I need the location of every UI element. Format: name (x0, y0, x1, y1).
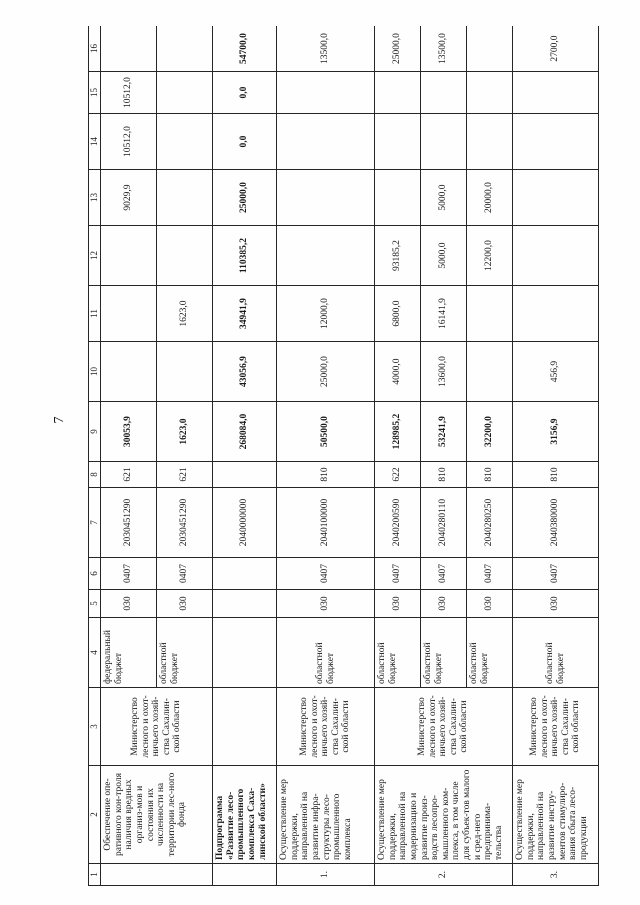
table-cell: 25000,0 (375, 26, 421, 72)
table-cell: 5000,0 (421, 226, 467, 286)
table-cell: 0407 (157, 558, 213, 590)
table-cell: 030 (277, 590, 375, 618)
column-number-row (89, 26, 101, 886)
budget-table-container (88, 26, 638, 886)
column-number: 9 (89, 402, 101, 462)
table-cell: 0,0 (213, 72, 277, 114)
table-cell (157, 26, 213, 72)
table-cell (467, 114, 513, 170)
table-cell: 34941,9 (213, 286, 277, 342)
table-cell: 1623,0 (157, 286, 213, 342)
page-number: 7 (52, 416, 67, 424)
table-cell: 2700,0 (513, 26, 599, 72)
rotated-table (88, 26, 638, 886)
funding-source: областной бюджет (277, 618, 375, 688)
activity-name: Осуществление мер поддержки, направленной на развитие инстру-ментов стимулиро-вания сбыта лесо-продукции (513, 766, 599, 864)
column-number: 2 (89, 766, 101, 864)
table-cell: 1623,0 (157, 402, 213, 462)
table-cell: 6800,0 (375, 286, 421, 342)
funding-source: областной бюджет (513, 618, 599, 688)
table-cell: 456,9 (513, 342, 599, 402)
table-cell: 9029,9 (101, 170, 157, 226)
column-number: 14 (89, 114, 101, 170)
table-cell (277, 114, 375, 170)
table-cell: 2030451290 (101, 488, 157, 558)
column-number: 13 (89, 170, 101, 226)
table-cell (375, 170, 421, 226)
table-cell (101, 26, 157, 72)
column-number: 11 (89, 286, 101, 342)
table-cell (421, 72, 467, 114)
row-number (213, 864, 277, 886)
executor-name: Министерство лесного и охот-ничьего хозяй-ства Сахалин-ской области (513, 688, 599, 766)
table-cell (513, 114, 599, 170)
table-cell: 268084,0 (213, 402, 277, 462)
table-cell (101, 342, 157, 402)
table-cell (513, 170, 599, 226)
executor-name (213, 688, 277, 766)
table-cell (467, 72, 513, 114)
column-number: 8 (89, 462, 101, 488)
row-number (101, 864, 213, 886)
table-cell: 2040200590 (375, 488, 421, 558)
table-cell: 030 (101, 590, 157, 618)
table-cell: 50500,0 (277, 402, 375, 462)
table-cell: 621 (101, 462, 157, 488)
column-number: 7 (89, 488, 101, 558)
column-number: 4 (89, 618, 101, 688)
table-cell: 12000,0 (277, 286, 375, 342)
funding-source: областной бюджет (157, 618, 213, 688)
table-cell: 30053,9 (101, 402, 157, 462)
table-cell (213, 462, 277, 488)
table-cell: 16141,9 (421, 286, 467, 342)
table-cell (101, 226, 157, 286)
table-cell: 4000,0 (375, 342, 421, 402)
column-number: 6 (89, 558, 101, 590)
row-number: 3. (513, 864, 599, 886)
table-cell: 13500,0 (421, 26, 467, 72)
table-cell: 0407 (513, 558, 599, 590)
table-cell: 43056,9 (213, 342, 277, 402)
table-cell: 25000,0 (213, 170, 277, 226)
funding-source: областной бюджет (467, 618, 513, 688)
table-cell: 0407 (375, 558, 421, 590)
funding-source: федеральный бюджет (101, 618, 157, 688)
table-cell (467, 26, 513, 72)
table-cell (513, 72, 599, 114)
activity-name: Обеспечение опе-ративного кон-троля наличия вредных организ-мов и состояния их численности на территории лес-ного фонда (101, 766, 213, 864)
table-cell: 0,0 (213, 114, 277, 170)
row-number: 1. (277, 864, 375, 886)
table-row (513, 26, 599, 886)
column-number: 1 (89, 864, 101, 886)
funding-source: областной бюджет (421, 618, 467, 688)
funding-source: областной бюджет (375, 618, 421, 688)
column-number: 5 (89, 590, 101, 618)
table-cell: 53241,9 (421, 402, 467, 462)
table-cell: 5000,0 (421, 170, 467, 226)
funding-source (213, 618, 277, 688)
executor-name: Министерство лесного и охот-ничьего хозяй-ства Сахалин-ской области (375, 688, 513, 766)
table-row (101, 26, 157, 886)
table-cell: 93185,2 (375, 226, 421, 286)
budget-table (88, 26, 599, 886)
table-cell (277, 170, 375, 226)
table-cell: 0407 (101, 558, 157, 590)
column-number: 3 (89, 688, 101, 766)
table-cell: 110385,2 (213, 226, 277, 286)
table-cell (157, 114, 213, 170)
table-cell: 13600,0 (421, 342, 467, 402)
table-cell (467, 342, 513, 402)
executor-name: Министерство лесного и охот-ничьего хозяй-ства Сахалин-ской области (277, 688, 375, 766)
table-cell: 810 (467, 462, 513, 488)
column-number: 15 (89, 72, 101, 114)
row-number: 2. (375, 864, 513, 886)
table-cell: 3156,9 (513, 402, 599, 462)
table-cell: 030 (467, 590, 513, 618)
table-cell: 54700,0 (213, 26, 277, 72)
table-cell: 2040100000 (277, 488, 375, 558)
table-cell: 12200,0 (467, 226, 513, 286)
column-number: 16 (89, 26, 101, 72)
column-number: 12 (89, 226, 101, 286)
table-cell (277, 72, 375, 114)
table-cell (421, 114, 467, 170)
table-cell (375, 114, 421, 170)
table-cell (157, 342, 213, 402)
table-cell: 0407 (277, 558, 375, 590)
table-cell: 810 (277, 462, 375, 488)
table-row (375, 26, 421, 886)
table-cell: 2040000000 (213, 488, 277, 558)
table-cell (277, 226, 375, 286)
table-row (213, 26, 277, 886)
table-cell: 2040380000 (513, 488, 599, 558)
table-cell: 030 (421, 590, 467, 618)
table-cell: 030 (157, 590, 213, 618)
table-cell: 10512,0 (101, 114, 157, 170)
table-cell (213, 558, 277, 590)
table-row (277, 26, 375, 886)
table-cell: 128985,2 (375, 402, 421, 462)
table-cell: 20000,0 (467, 170, 513, 226)
subprogram-name: Подпрограмма «Развитие лесо-промышленного комплекса Саха-линской области» (213, 766, 277, 864)
table-cell (513, 286, 599, 342)
table-cell: 030 (513, 590, 599, 618)
table-cell: 810 (513, 462, 599, 488)
executor-name: Министерство лесного и охот-ничьего хозяй-ства Сахалин-ской области (101, 688, 213, 766)
table-cell (513, 226, 599, 286)
table-cell: 10512,0 (101, 72, 157, 114)
table-cell: 25000,0 (277, 342, 375, 402)
column-number: 10 (89, 342, 101, 402)
activity-name: Осуществление мер поддержки, направленной на развитие инфра-структуры лесо-промышленного комплекса (277, 766, 375, 864)
table-cell (157, 226, 213, 286)
table-cell: 621 (157, 462, 213, 488)
table-cell (157, 170, 213, 226)
table-cell: 2030451290 (157, 488, 213, 558)
table-cell: 2040280110 (421, 488, 467, 558)
table-cell: 32200,0 (467, 402, 513, 462)
table-cell (157, 72, 213, 114)
table-cell (467, 286, 513, 342)
table-cell (375, 72, 421, 114)
table-cell: 2040280250 (467, 488, 513, 558)
table-cell: 0407 (421, 558, 467, 590)
table-cell: 622 (375, 462, 421, 488)
table-cell: 810 (421, 462, 467, 488)
table-cell: 13500,0 (277, 26, 375, 72)
table-cell (101, 286, 157, 342)
table-cell: 0407 (467, 558, 513, 590)
activity-name: Осуществление мер поддержки, направленной на модернизацию и развитие произ-водств лесопро-мышленного ком-плекса, в том числе для субъек-тов малого и сред-него предпринима-тельства (375, 766, 513, 864)
table-cell (213, 590, 277, 618)
table-cell: 030 (375, 590, 421, 618)
